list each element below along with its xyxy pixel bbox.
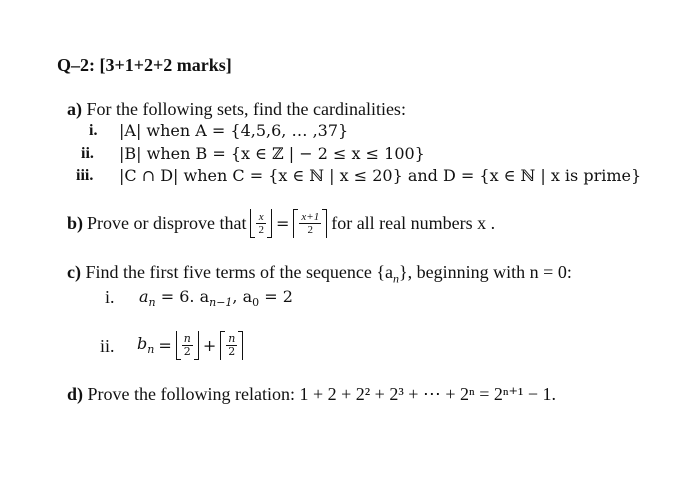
- part-a-label: a): [67, 99, 82, 119]
- seq-a-sub-n-minus-1: n−1: [209, 296, 233, 310]
- floor-expression: [250, 208, 272, 238]
- seq-a-initial: = 2: [259, 287, 293, 306]
- seq-a-rest2: , a: [232, 287, 253, 306]
- part-b-text-before: Prove or disprove that: [87, 212, 247, 233]
- floor-denominator: 2: [258, 223, 264, 236]
- part-a-item-1-roman: i.: [89, 122, 98, 139]
- part-c-label: c): [67, 262, 81, 282]
- seq-b-equals: =: [158, 335, 172, 355]
- ceiling-denominator: 2: [307, 223, 314, 236]
- part-a-item-3-roman: iii.: [76, 167, 94, 184]
- part-a-item-2: |B| when B = {x ∈ ℤ | − 2 ≤ x ≤ 100}: [119, 144, 425, 163]
- part-a-item-1: |A| when A = {4,5,6, … ,37}: [119, 121, 349, 140]
- seq-b-floor: [176, 330, 199, 360]
- part-a-item-3: |C ∩ D| when C = {x ∈ ℕ | x ≤ 20} and D = {x ∈ ℕ | x is prime}: [119, 166, 642, 185]
- seq-b-ceiling-num: n: [228, 331, 236, 345]
- seq-b-floor-den: 2: [183, 344, 191, 358]
- seq-a-rest: = 6. a: [155, 287, 210, 306]
- part-a-text: For the following sets, find the cardinalities:: [86, 99, 406, 119]
- part-b-equals: =: [275, 213, 290, 233]
- seq-a-sub-0: 0: [252, 296, 260, 310]
- part-b-text-after: for all real numbers x .: [331, 212, 496, 233]
- seq-b-sub-n: n: [147, 343, 155, 357]
- seq-b-ceiling-den: 2: [228, 344, 236, 358]
- part-c-text-sub: n: [393, 271, 400, 286]
- seq-b-floor-num: n: [183, 331, 191, 345]
- part-c-text-end: }, beginning with n = 0:: [399, 262, 572, 282]
- question-title: Q–2: [3+1+2+2 marks]: [57, 55, 232, 75]
- seq-a-sub-n: n: [148, 296, 156, 310]
- part-b-label: b): [67, 212, 84, 233]
- floor-numerator: x: [256, 211, 266, 224]
- ceiling-numerator: x+1: [301, 210, 320, 223]
- part-c-item-2-roman: ii.: [100, 336, 115, 356]
- part-a-heading: [67, 99, 406, 120]
- seq-b-plus: +: [202, 335, 217, 355]
- part-c-item-2: [137, 330, 243, 360]
- seq-b-ceiling: [220, 330, 243, 360]
- part-c-text: Find the first five terms of the sequence {a: [85, 262, 394, 282]
- part-c-item-1-roman: i.: [105, 287, 115, 307]
- seq-a: a: [139, 287, 149, 306]
- part-d-label: d): [67, 384, 84, 404]
- ceiling-expression: [293, 208, 327, 238]
- part-a-item-2-roman: ii.: [81, 145, 94, 162]
- seq-b: b: [137, 333, 148, 353]
- part-d: [67, 384, 556, 405]
- part-b: [67, 208, 495, 238]
- part-c-heading: [67, 262, 572, 287]
- part-c-item-1: [139, 287, 293, 309]
- part-d-text: Prove the following relation: 1 + 2 + 2² + 2³ + ⋯ + 2ⁿ = 2ⁿ⁺¹ − 1.: [87, 384, 557, 404]
